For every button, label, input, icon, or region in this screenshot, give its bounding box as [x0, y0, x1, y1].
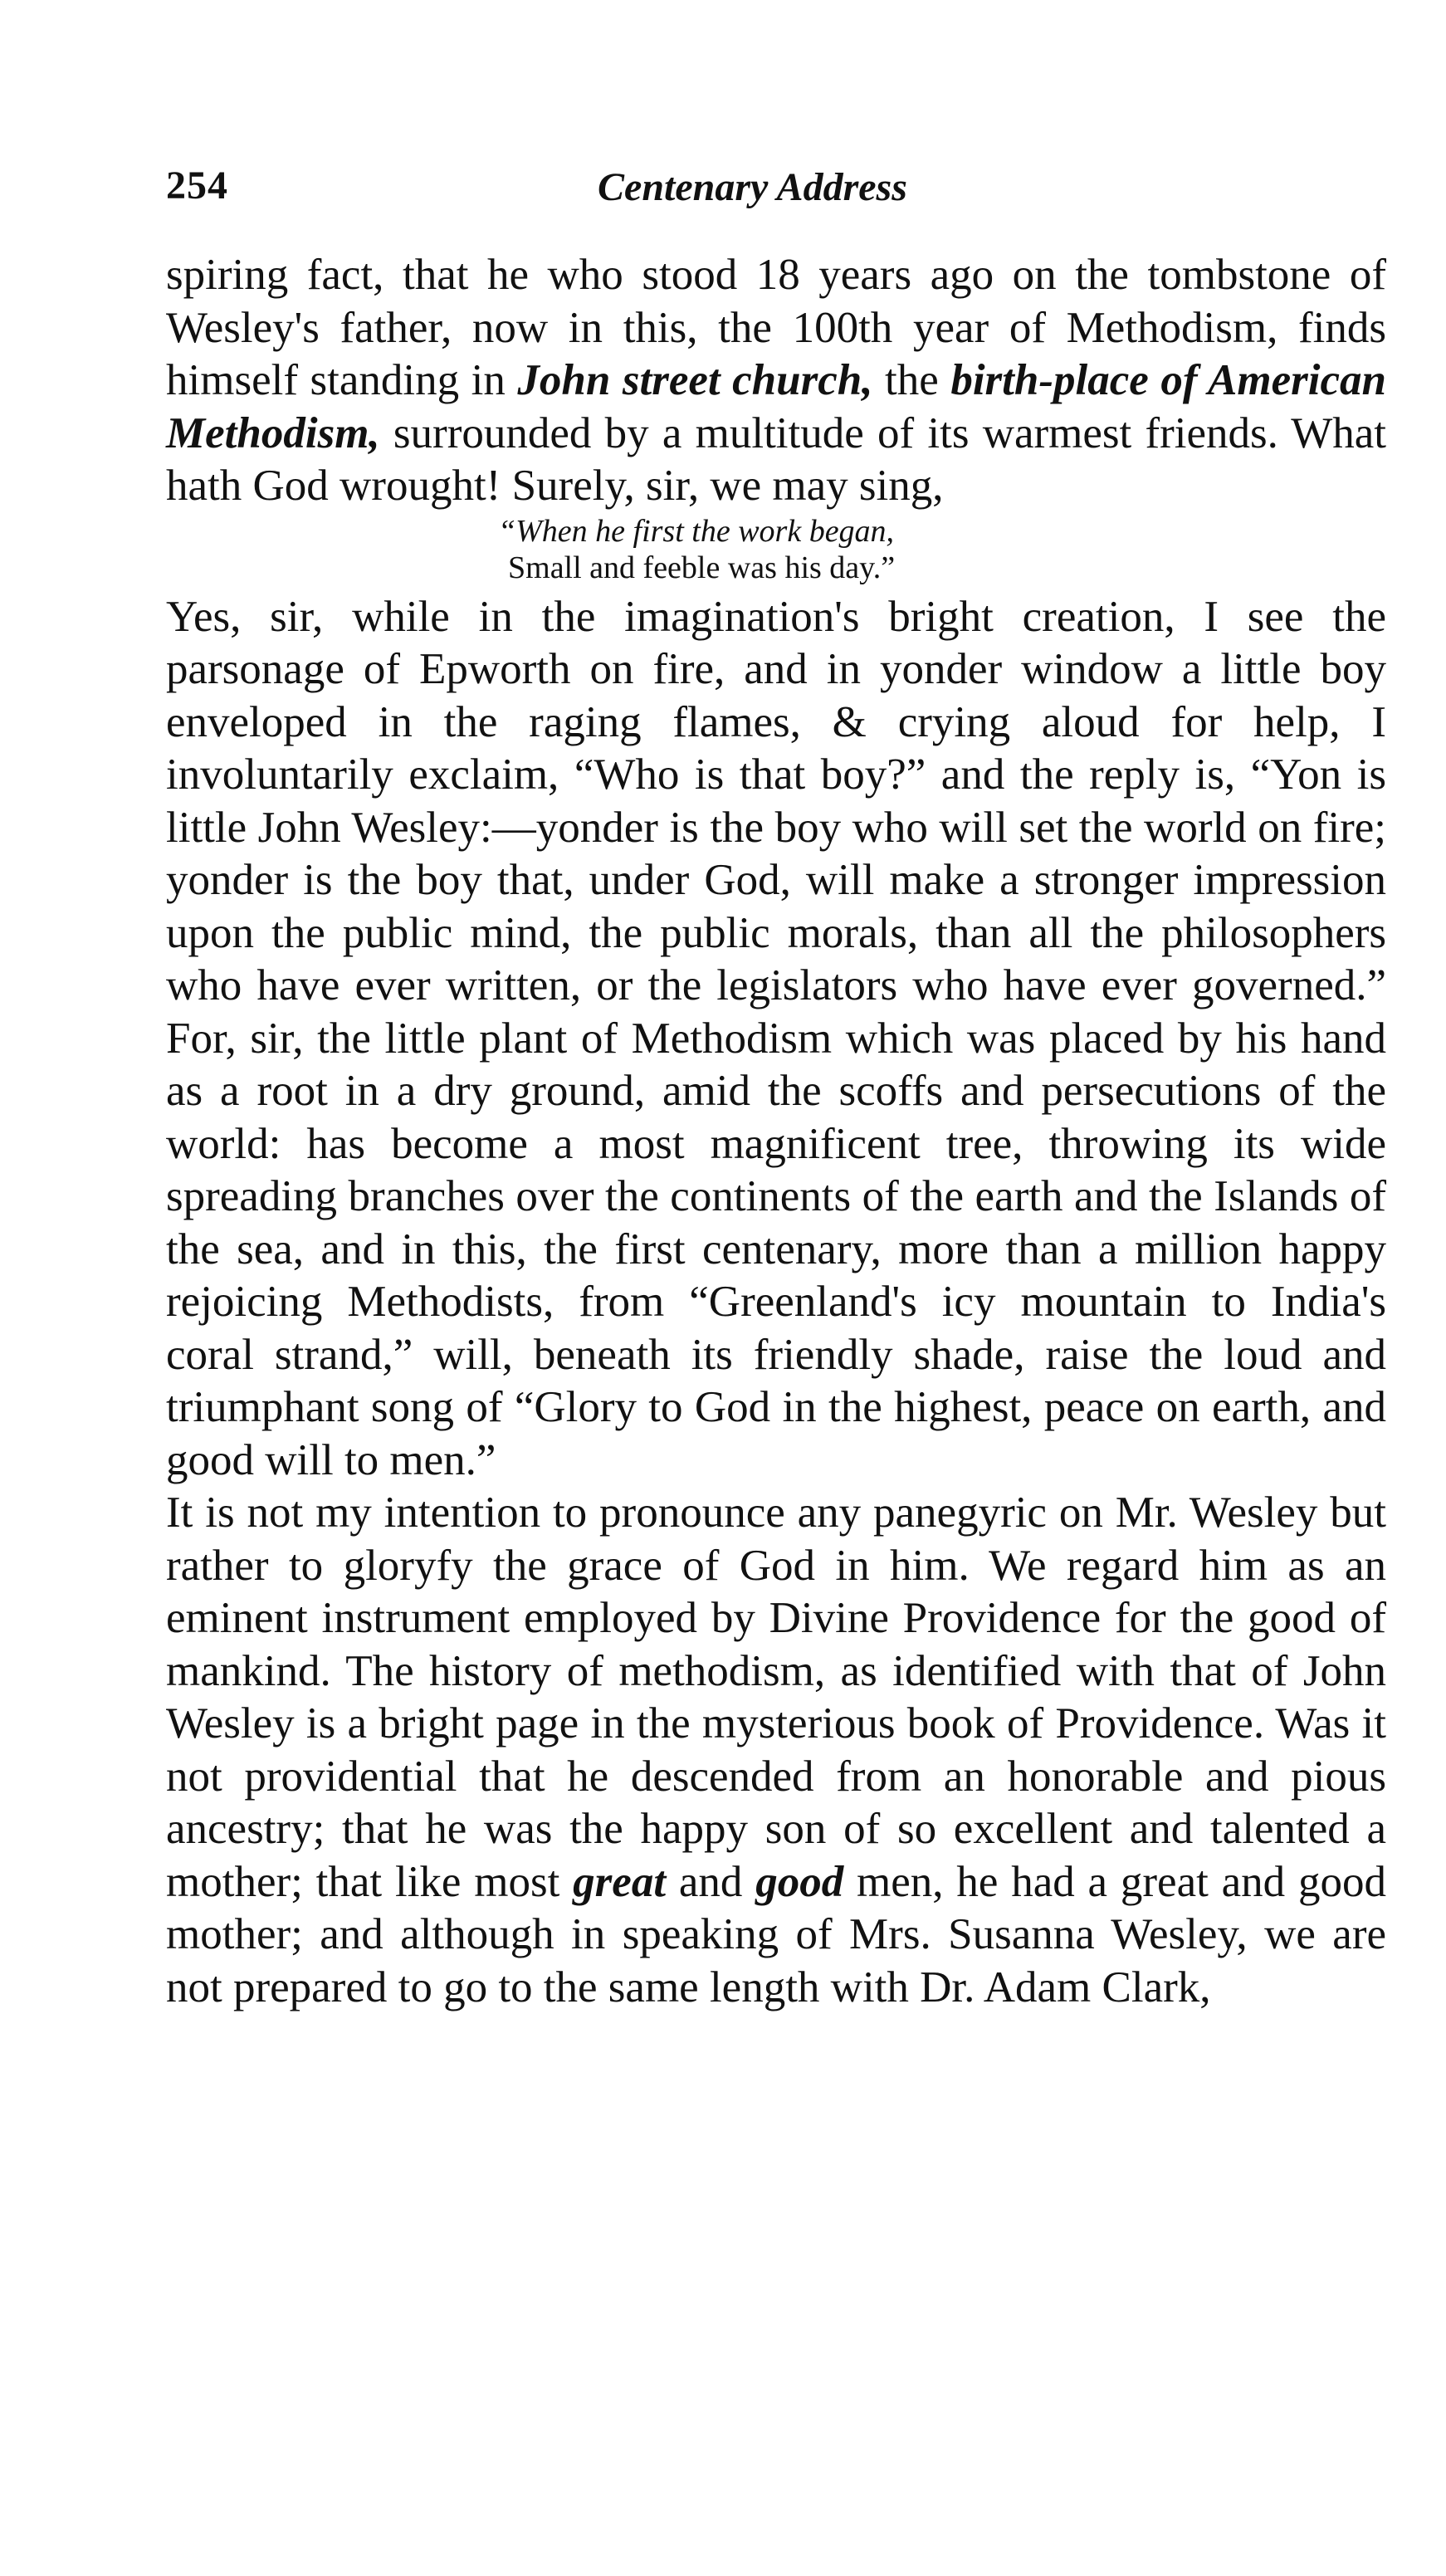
paragraph-3-italic-good: good: [755, 1857, 844, 1906]
paragraph-3: [166, 1487, 1386, 2014]
paragraph-3-text-c: men, he had a great and good mother; and although in speaking of Mrs. Susanna Wesley, we are not prepared to go to the same length with Dr. Adam Clark,: [166, 1857, 1386, 2011]
running-head: Centenary Address: [598, 165, 907, 209]
paragraph-3-text-b: and: [666, 1857, 756, 1906]
page-header: [166, 163, 1378, 221]
hymn-line-1: “When he first the work began,: [498, 513, 895, 549]
paragraph-1: [166, 249, 1386, 513]
paragraph-1-italic-birthplace: birth-place of American Methodism,: [166, 356, 1386, 457]
paragraph-1-italic-church: John street church,: [517, 356, 873, 404]
paragraph-3-text-a: It is not my intention to pronounce any panegyric on Mr. Wesley but rather to gloryfy the grace of God in him. We regard him as an eminent instrument employed by Divine Providence for the good of mankind. The history of methodism, as identified with that of John Wesley is a bright page in the mysterious book of Providence. Was it not providential that he descended from an honorable and pious ancestry; that he was the happy son of so excellent and talented a mother; that like most: [166, 1488, 1386, 1906]
paragraph-2: Yes, sir, while in the imagination's bright creation, I see the parsonage of Epworth on fire, and in yonder window a little boy enveloped in the raging flames, & crying aloud for help, I involuntarily exclaim, “Who is that boy?” and the reply is, “Yon is little John Wesley:—yonder is the boy who will set the world on fire; yonder is the boy that, under God, will make a stronger impression upon the public mind, the public morals, than all the philosophers who have ever written, or the legislators who have ever governed.” For, sir, the little plant of Methodism which was placed by his hand as a root in a dry ground, amid the scoffs and persecutions of the world: has become a most magnificent tree, throwing its wide spreading branches over the continents of the earth and the Islands of the sea, and in this, the first centenary, more than a million happy rejoicing Methodists, from “Greenland's icy mountain to India's coral strand,” will, beneath its friendly shade, raise the loud and triumphant song of “Glory to God in the highest, peace on earth, and good will to men.”: [166, 592, 1386, 1484]
paragraph-1-text-a: spiring fact, that he who stood 18 years ago on the tombstone of Wesley's father, now in this, the 100th year of Methodism, finds himself standing in: [166, 251, 1386, 404]
paragraph-3-italic-great: great: [573, 1857, 667, 1906]
body-text: [166, 249, 1386, 2014]
paragraph-1-text-b: the: [872, 356, 951, 404]
page-number: 254: [166, 164, 228, 208]
hymn-line-2: Small and feeble was his day.”: [508, 550, 896, 585]
hymn-quote: [166, 513, 1386, 586]
paragraph-1-text-c: surrounded by a multitude of its warmest friends. What hath God wrought! Surely, sir, we may sing,: [166, 408, 1386, 510]
